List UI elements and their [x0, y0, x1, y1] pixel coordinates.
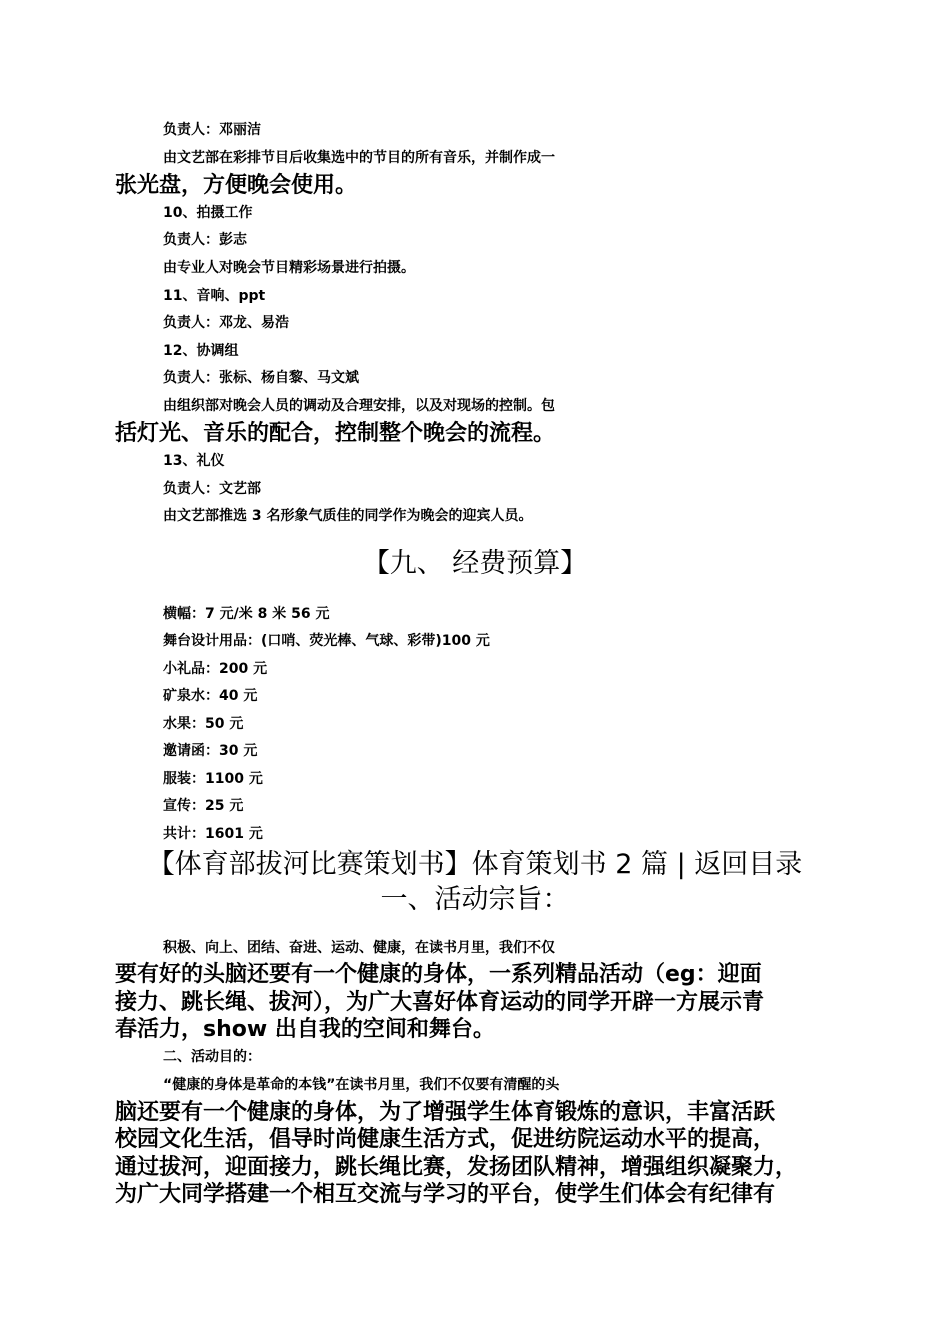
budget-item: 水果：50 元	[163, 716, 244, 732]
budget-heading: 【九、 经费预算】	[362, 548, 588, 579]
section-heading: 二、活动目的：	[163, 1049, 261, 1065]
document-title-link[interactable]: 【体育部拔河比赛策划书】体育策划书 2 篇 | 返回目录	[147, 849, 803, 880]
paragraph-line: 校园文化生活，倡导时尚健康生活方式，促进纺院运动水平的提高，	[115, 1127, 776, 1152]
paragraph-line: 由文艺部推选 3 名形象气质佳的同学作为晚会的迎宾人员。	[163, 508, 533, 524]
responsible-person-line: 负责人：文艺部	[163, 481, 261, 497]
item-heading: 11、音响、ppt	[163, 288, 266, 304]
budget-total: 共计：1601 元	[163, 826, 263, 842]
item-heading: 13、礼仪	[163, 453, 225, 469]
budget-item: 宣传：25 元	[163, 798, 244, 814]
paragraph-line: 积极、向上、团结、奋进、运动、健康，在读书月里，我们不仅	[163, 940, 555, 956]
budget-item: 矿泉水：40 元	[163, 688, 258, 704]
paragraph-line: 张光盘，方便晚会使用。	[115, 173, 358, 198]
paragraph-line: 由专业人对晚会节目精彩场景进行拍摄。	[163, 260, 415, 276]
item-heading: 12、协调组	[163, 343, 239, 359]
item-heading: 10、拍摄工作	[163, 205, 253, 221]
responsible-person-line: 负责人：邓龙、易浩	[163, 315, 289, 331]
budget-item: 小礼品：200 元	[163, 661, 268, 677]
paragraph-line: 由文艺部在彩排节目后收集选中的节目的所有音乐，并制作成一	[163, 150, 555, 166]
paragraph-line: 脑还要有一个健康的身体，为了增强学生体育锻炼的意识，丰富活跃	[115, 1100, 776, 1125]
paragraph-line: “健康的身体是革命的本钱”在读书月里，我们不仅要有清醒的头	[163, 1077, 560, 1093]
paragraph-line: 接力、跳长绳、拔河），为广大喜好体育运动的同学开辟一方展示青	[115, 990, 765, 1015]
section-heading: 一、活动宗旨：	[380, 884, 570, 915]
paragraph-line: 括灯光、音乐的配合，控制整个晚会的流程。	[115, 421, 556, 446]
responsible-person-line: 负责人：邓丽洁	[163, 122, 261, 138]
budget-item: 邀请函：30 元	[163, 743, 258, 759]
responsible-person-line: 负责人：彭志	[163, 232, 247, 248]
budget-item: 服装：1100 元	[163, 771, 263, 787]
responsible-person-line: 负责人：张标、杨自黎、马文斌	[163, 370, 359, 386]
paragraph-line: 要有好的头脑还要有一个健康的身体，一系列精品活动（eg：迎面	[115, 962, 762, 987]
paragraph-line: 为广大同学搭建一个相互交流与学习的平台，使学生们体会有纪律有	[115, 1182, 776, 1207]
paragraph-line: 由组织部对晚会人员的调动及合理安排，以及对现场的控制。包	[163, 398, 555, 414]
paragraph-line: 通过拔河，迎面接力，跳长绳比赛，发扬团队精神，增强组织凝聚力，	[115, 1155, 798, 1180]
paragraph-line: 春活力，show 出自我的空间和舞台。	[115, 1017, 495, 1042]
budget-item: 横幅：7 元/米 8 米 56 元	[163, 606, 330, 622]
budget-item: 舞台设计用品：(口哨、荧光棒、气球、彩带)100 元	[163, 633, 490, 649]
